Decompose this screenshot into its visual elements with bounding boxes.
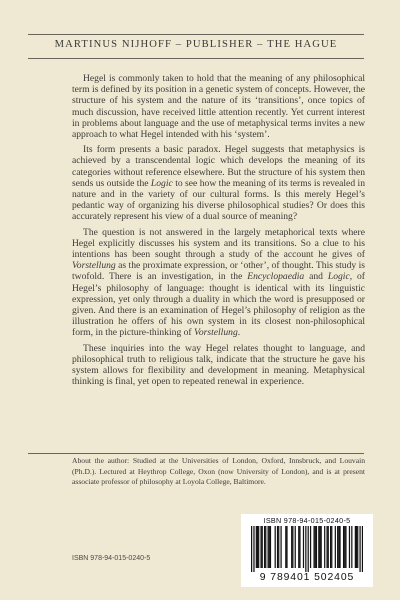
barcode-bar [305, 526, 306, 572]
barcode-bar [331, 526, 332, 568]
barcode-bar [251, 526, 252, 572]
barcode-bar [265, 526, 266, 568]
barcode-bar [280, 526, 281, 568]
barcode-bar [344, 526, 345, 568]
barcode-bar [257, 526, 258, 568]
description-paragraph: Its form presents a basic paradox. Hegel suggests that metaphysics is achieved by a transcendental logic which develops the meaning of its categories without reference elsewhere. But the structure of his system then sends us outside the Logic to see how the meaning of its terms is revealed in nature and in the variety of our cultural forms. Is this merely Hegel’s pedantic way of organizing his diverse philosophical studies? Or does this accurately represent his view of a dual source of meaning? [72, 144, 365, 223]
barcode-bar [291, 526, 292, 568]
top-rule [28, 34, 364, 35]
barcode-bar [262, 526, 263, 568]
barcode-bar [299, 526, 300, 568]
barcode-bar [351, 526, 352, 568]
barcode [241, 514, 373, 587]
publisher-line: MARTINUS NIJHOFF – PUBLISHER – THE HAGUE [54, 39, 338, 50]
barcode-bar [324, 526, 325, 568]
barcode-bar [264, 526, 265, 568]
barcode-bar [315, 526, 316, 568]
section-rule [28, 453, 364, 454]
barcode-bar [316, 526, 317, 568]
barcode-bar [355, 526, 356, 568]
barcode-bar [277, 526, 278, 568]
barcode-bar [338, 526, 339, 568]
barcode-bar [343, 526, 344, 568]
barcode-bar [321, 526, 322, 568]
description-paragraph: These inquiries into the way Hegel relates thought to language, and philosophical truth to religious talk, indicate that the structure he gave his system allows for flexibility and development in meaning. Metaphysical thinking is final, yet open to repeated renewal in experience. [72, 342, 365, 388]
barcode-bar [328, 526, 329, 568]
barcode-bar [356, 526, 357, 568]
book-description [72, 73, 365, 391]
barcode-bar [357, 526, 358, 568]
barcode-bars [251, 526, 363, 572]
barcode-bar [345, 526, 346, 568]
header-rule [28, 58, 364, 59]
barcode-isbn-label: ISBN 978-94-015-0240-5 [263, 516, 351, 525]
barcode-bar [285, 526, 286, 568]
barcode-bar [275, 526, 276, 568]
isbn-label: ISBN 978-94-015-0240-5 [72, 555, 151, 562]
barcode-bar [359, 526, 360, 572]
barcode-bar [335, 526, 336, 568]
barcode-bar [319, 526, 320, 568]
description-paragraph: The question is not answered in the largely metaphorical texts where Hegel explicitly discusses his system and its transitions. So a clue to his intentions has been sought through a study of the account he gives of Vorstellung as the proximate expression, or ‘other’, of thought. This study is twofold. There is an investigation, in the Encyclopaedia and Logic, of Hegel’s philosophy of language: thought is identical with its linguistic expression, yet only through a duality in which the word is presupposed or given. And there is an examination of Hegel’s philosophy of religion as the illustration he offers of his own system in its closest non-philosophical form, in the picture-thinking of Vorstellung. [72, 226, 365, 339]
barcode-bar [295, 526, 296, 568]
barcode-bar [256, 526, 257, 568]
barcode-bar [258, 526, 259, 568]
barcode-bar [303, 526, 304, 568]
barcode-bar [330, 526, 331, 568]
barcode-bar [318, 526, 319, 568]
barcode-bar [269, 526, 270, 568]
barcode-bar [310, 526, 311, 568]
barcode-bar [298, 526, 299, 568]
barcode-digits: 9 789401 502405 [259, 572, 355, 583]
barcode-bar [270, 526, 271, 568]
barcode-bar [349, 526, 350, 568]
description-paragraph: Hegel is commonly taken to hold that the meaning of any philosophical term is defined by its position in a genetic system of concepts. However, the structure of his system and the nature of its ‘transitions’, once topics of much discussion, have received little attention recently. Yet current interest in problems about language and the use of metaphysical terms invites a new approach to what Hegel intended with his ‘system’. [72, 73, 365, 141]
about-author [72, 456, 365, 488]
barcode-bar [278, 526, 279, 568]
barcode-bar [326, 526, 327, 568]
barcode-bar [308, 526, 309, 572]
barcode-bar [286, 526, 287, 568]
barcode-bar [292, 526, 293, 568]
about-author-text: About the author: Studied at the Universities of London, Oxford, Innsbruck, and Louvain (Ph.D.). Lectured at Heythrop College, Oxon (now University of London), and is at present associate professor of philosophy at Loyola College, Baltimore. [72, 456, 365, 487]
barcode-bar [337, 526, 338, 568]
barcode-bar [313, 526, 314, 568]
barcode-bar [362, 526, 363, 572]
barcode-bar [260, 526, 261, 568]
barcode-bar [253, 526, 254, 572]
barcode-bar [339, 526, 340, 568]
barcode-bar [268, 526, 269, 568]
